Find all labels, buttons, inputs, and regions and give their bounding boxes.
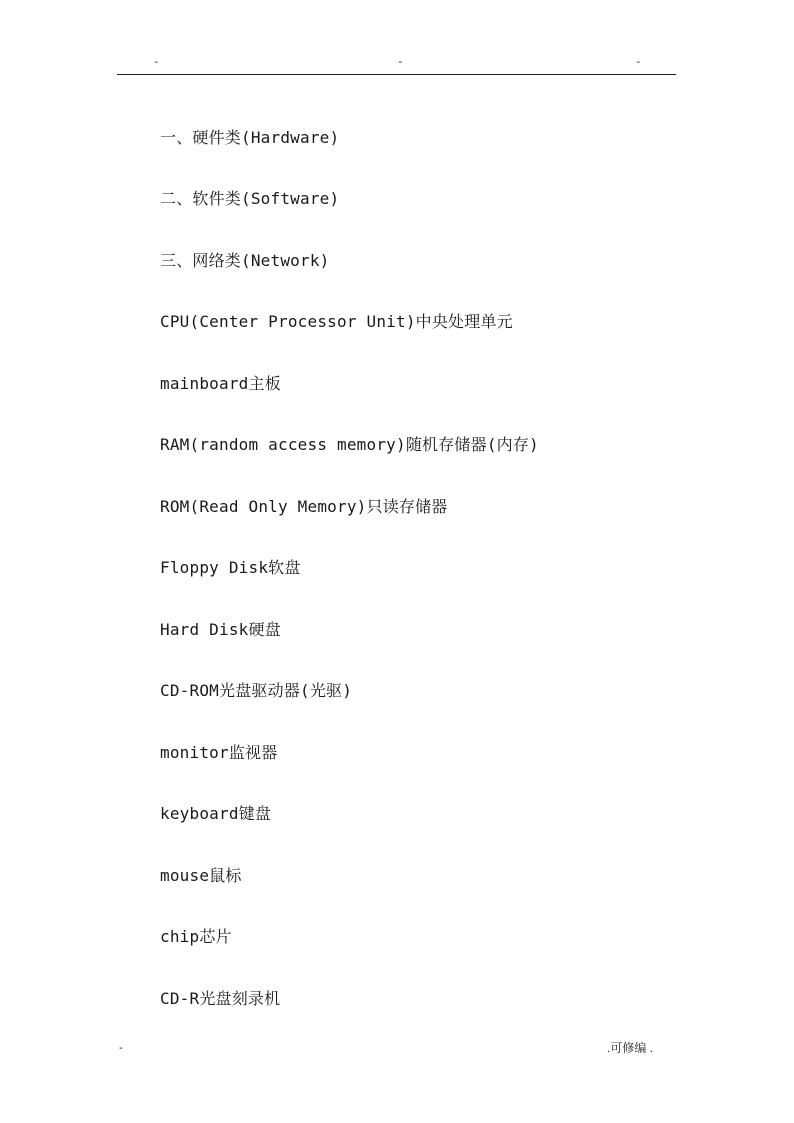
footer-mark-left: -	[119, 1042, 123, 1054]
header-mark-center: -	[397, 55, 404, 68]
header-mark-left: -	[153, 55, 160, 68]
text-line: 一、硬件类(Hardware)	[160, 128, 340, 147]
text-line: RAM(random access memory)随机存储器(内存)	[160, 435, 539, 454]
page-header	[117, 52, 676, 75]
text-line: chip芯片	[160, 927, 232, 946]
text-line: CPU(Center Processor Unit)中央处理单元	[160, 312, 513, 331]
text-line: 二、软件类(Software)	[160, 189, 340, 208]
text-line: keyboard键盘	[160, 804, 272, 823]
text-line: CD-ROM光盘驱动器(光驱)	[160, 681, 353, 700]
text-line: Floppy Disk软盘	[160, 558, 301, 577]
text-line: mouse鼠标	[160, 866, 242, 885]
text-line: mainboard主板	[160, 374, 281, 393]
text-line: monitor监视器	[160, 743, 278, 762]
text-line: ROM(Read Only Memory)只读存储器	[160, 497, 448, 516]
text-line: CD-R光盘刻录机	[160, 989, 281, 1008]
header-mark-right: -	[635, 55, 642, 68]
text-line: 三、网络类(Network)	[160, 251, 330, 270]
footer-editable-note: .可修编 .	[607, 1041, 654, 1055]
text-line: Hard Disk硬盘	[160, 620, 281, 639]
